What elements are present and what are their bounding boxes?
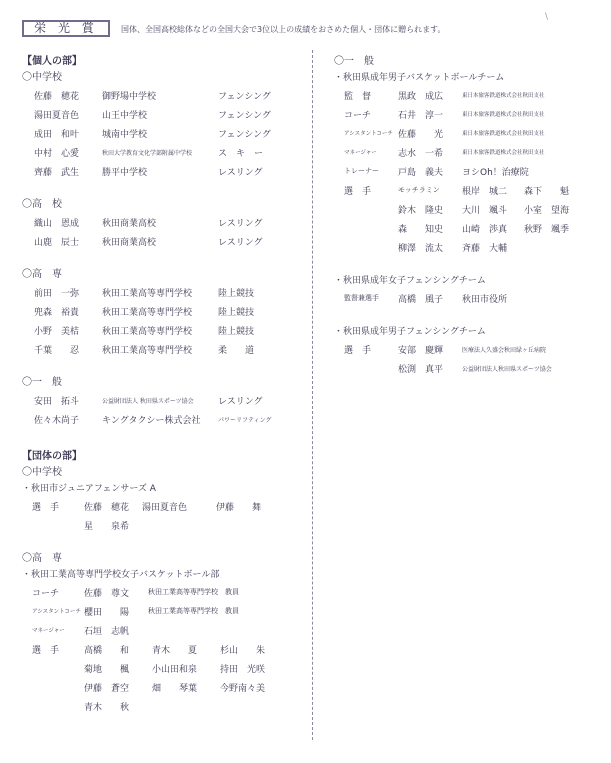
list-item <box>22 232 302 251</box>
affiliation: 医療法人久盛会秋田緑ヶ丘病院 <box>462 347 547 354</box>
member-name: 畑 琴葉 <box>152 684 198 694</box>
affiliation: 東日本旅客鉄道株式会社秋田支社 <box>462 112 545 118</box>
member-name: 高橋 風子 <box>398 295 444 305</box>
role-label: アシスタントコーチ <box>344 131 393 137</box>
member-name: 高橋 和 <box>84 646 130 656</box>
affiliation: 東日本旅客鉄道株式会社秋田支社 <box>462 150 545 156</box>
member-name: 柳澤 流太 <box>398 244 444 254</box>
affiliation: ヨシOh！治療院 <box>462 168 529 178</box>
sport: レスリング <box>218 238 263 248</box>
list-item <box>22 105 302 124</box>
member-name: 佐藤 穂花 <box>84 503 130 513</box>
list-item <box>22 516 302 535</box>
member-name: 青木 夏 <box>152 646 198 656</box>
affiliation: 秋田工業高等専門学校 教員 <box>148 588 239 596</box>
role-label: 監 督 <box>344 92 372 102</box>
list-item <box>22 86 302 105</box>
list-item <box>22 497 302 516</box>
group-label: 〇高 校 <box>22 199 62 210</box>
list-item <box>22 391 302 410</box>
member-name: 菊地 楓 <box>84 665 130 675</box>
member-name: 森下 魁 <box>524 187 570 197</box>
person-name: 千葉 忍 <box>34 346 80 356</box>
group-label: 〇中学校 <box>22 467 62 478</box>
role-label: 選 手 <box>32 503 60 513</box>
member-name: 佐藤 尊文 <box>84 589 130 599</box>
group-label: 〇一 般 <box>22 377 62 388</box>
list-item <box>22 162 302 181</box>
member-name: 鈴木 隆史 <box>398 206 444 216</box>
member-name: 石垣 志帆 <box>84 627 130 637</box>
person-name: 小野 美桔 <box>34 327 80 337</box>
list-item <box>22 143 302 162</box>
group-label: 〇中学校 <box>22 72 62 83</box>
person-name: 成田 和叶 <box>34 130 80 140</box>
section-title: 栄 光 賞 <box>22 20 110 37</box>
role-label: アシスタントコーチ <box>32 609 81 615</box>
list-item <box>22 302 302 321</box>
list-item <box>334 219 604 238</box>
team-name: ・秋田県成年女子フェンシングチーム <box>334 276 486 286</box>
team-name: ・秋田県成年男子フェンシングチーム <box>334 327 486 337</box>
list-item <box>334 143 604 162</box>
member-name: 伊藤 蒼空 <box>84 684 130 694</box>
person-name: 齊藤 武生 <box>34 168 80 178</box>
affiliation: 東日本旅客鉄道株式会社秋田支社 <box>462 131 545 137</box>
member-name: 石井 淳一 <box>398 111 444 121</box>
group-label: 〇高 専 <box>22 269 62 280</box>
member-name: 戸島 義夫 <box>398 168 444 178</box>
affiliation: 秋田工業高等専門学校 <box>102 327 193 337</box>
person-name: 湯田夏音色 <box>34 111 80 121</box>
list-item <box>22 659 302 678</box>
affiliation: 秋田商業高校 <box>102 238 157 248</box>
sport: 陸上競技 <box>218 289 255 299</box>
person-name: 佐々木尚子 <box>34 416 80 426</box>
team-name: ・秋田市ジュニアフェンサーズ A <box>22 484 156 494</box>
affiliation: 御野場中学校 <box>102 92 157 102</box>
sport: レスリング <box>218 219 263 229</box>
group-label: 〇一 般 <box>334 56 374 67</box>
affiliation: 秋田工業高等専門学校 <box>102 308 193 318</box>
list-item <box>334 86 604 105</box>
role-label: 選 手 <box>344 346 372 356</box>
list-item <box>334 181 604 200</box>
list-item <box>22 621 302 640</box>
section-description: 国体、全国高校総体などの全国大会で3位以上の成績をおさめた個人・団体に贈られます。 <box>121 25 446 34</box>
member-name: 秋野 颯季 <box>524 225 570 235</box>
sport: 陸上競技 <box>218 308 255 318</box>
list-item <box>334 162 604 181</box>
member-name: 小山田和泉 <box>152 665 198 675</box>
member-name: 松渕 真平 <box>398 365 444 375</box>
person-name: 兜森 裕貴 <box>34 308 80 318</box>
affiliation: 秋田工業高等専門学校 <box>102 289 193 299</box>
group-label: 〇高 専 <box>22 553 62 564</box>
role-label: 選 手 <box>344 187 372 197</box>
member-name: 森 知史 <box>398 225 444 235</box>
member-name: 持田 光咲 <box>220 665 266 675</box>
list-item <box>22 678 302 697</box>
list-item <box>22 640 302 659</box>
member-name: 黒政 成広 <box>398 92 444 102</box>
member-name: 杉山 朱 <box>220 646 266 656</box>
affiliation: 秋田市役所 <box>462 295 508 305</box>
person-name: 安田 拓斗 <box>34 397 80 407</box>
list-item <box>334 200 604 219</box>
sport: 陸上競技 <box>218 327 255 337</box>
list-item <box>334 359 604 378</box>
list-item <box>22 340 302 359</box>
sport: パワーリフティング <box>218 417 272 424</box>
sport: ス キ ー <box>218 149 264 159</box>
list-item <box>22 583 302 602</box>
person-name: 前田 一弥 <box>34 289 80 299</box>
member-name: 今野南々美 <box>220 684 266 694</box>
list-item <box>334 340 604 359</box>
member-name: 斉藤 大輔 <box>462 244 508 254</box>
affiliation: 秋田商業高校 <box>102 219 157 229</box>
affiliation: 山王中学校 <box>102 111 148 121</box>
sport: レスリング <box>218 168 263 178</box>
role-label: 監督兼選手 <box>344 294 379 302</box>
member-name: モッチラミン <box>398 186 440 194</box>
person-name: 織山 恩成 <box>34 219 80 229</box>
team-name: ・秋田工業高等専門学校女子バスケットボール部 <box>22 570 220 580</box>
person-name: 佐藤 穂花 <box>34 92 80 102</box>
individual-section-title: 【個人の部】 <box>22 56 82 67</box>
person-name: 中村 心愛 <box>34 149 80 159</box>
member-name: 志水 一希 <box>398 149 444 159</box>
member-name: 安部 慶輝 <box>398 346 444 356</box>
affiliation: 公益財団法人 秋田県スポーツ協会 <box>102 398 194 405</box>
affiliation: 勝平中学校 <box>102 168 148 178</box>
list-item <box>22 602 302 621</box>
affiliation: 東日本旅客鉄道株式会社秋田支社 <box>462 93 545 99</box>
team-name: ・秋田県成年男子バスケットボールチーム <box>334 73 505 83</box>
member-name: 櫻田 陽 <box>84 608 130 618</box>
column-divider <box>312 50 313 740</box>
role-label: マネージャー <box>344 150 377 156</box>
role-label: 選 手 <box>32 646 60 656</box>
affiliation: キングタクシー株式会社 <box>102 416 201 426</box>
sport: フェンシング <box>218 111 271 121</box>
member-name: 星 泉希 <box>84 522 130 532</box>
list-item <box>22 124 302 143</box>
person-name: 山鹿 辰士 <box>34 238 80 248</box>
member-name: 伊藤 舞 <box>216 503 262 513</box>
member-name: 小室 望海 <box>524 206 570 216</box>
sport: 柔 道 <box>218 346 255 356</box>
affiliation: 城南中学校 <box>102 130 148 140</box>
role-label: トレーナー <box>344 167 379 175</box>
sport: レスリング <box>218 397 263 407</box>
member-name: 根岸 城二 <box>462 187 508 197</box>
list-item <box>334 105 604 124</box>
affiliation: 公益財団法人秋田県スポーツ協会 <box>462 366 552 373</box>
list-item <box>22 410 302 429</box>
role-label: マネージャー <box>32 628 65 634</box>
member-name: 湯田夏音色 <box>142 503 188 513</box>
member-name: 佐藤 光 <box>398 130 444 140</box>
list-item <box>334 238 604 257</box>
list-item <box>334 124 604 143</box>
role-label: コーチ <box>32 589 60 599</box>
right-column <box>334 50 604 378</box>
team-section-title: 【団体の部】 <box>22 451 82 462</box>
affiliation: 秋田工業高等専門学校 <box>102 346 193 356</box>
member-name: 青木 秋 <box>84 703 130 713</box>
role-label: コーチ <box>344 111 372 121</box>
page-mark: \ <box>545 12 549 22</box>
affiliation: 秋田工業高等専門学校 教員 <box>148 607 239 615</box>
member-name: 大川 颯斗 <box>462 206 508 216</box>
list-item <box>22 283 302 302</box>
list-item <box>22 697 302 716</box>
list-item <box>22 213 302 232</box>
sport: フェンシング <box>218 130 271 140</box>
left-column <box>22 50 302 716</box>
list-item <box>22 321 302 340</box>
affiliation: 秋田大学教育文化学部附属中学校 <box>102 150 193 157</box>
member-name: 山崎 渉真 <box>462 225 508 235</box>
sport: フェンシング <box>218 92 271 102</box>
list-item <box>334 289 604 308</box>
